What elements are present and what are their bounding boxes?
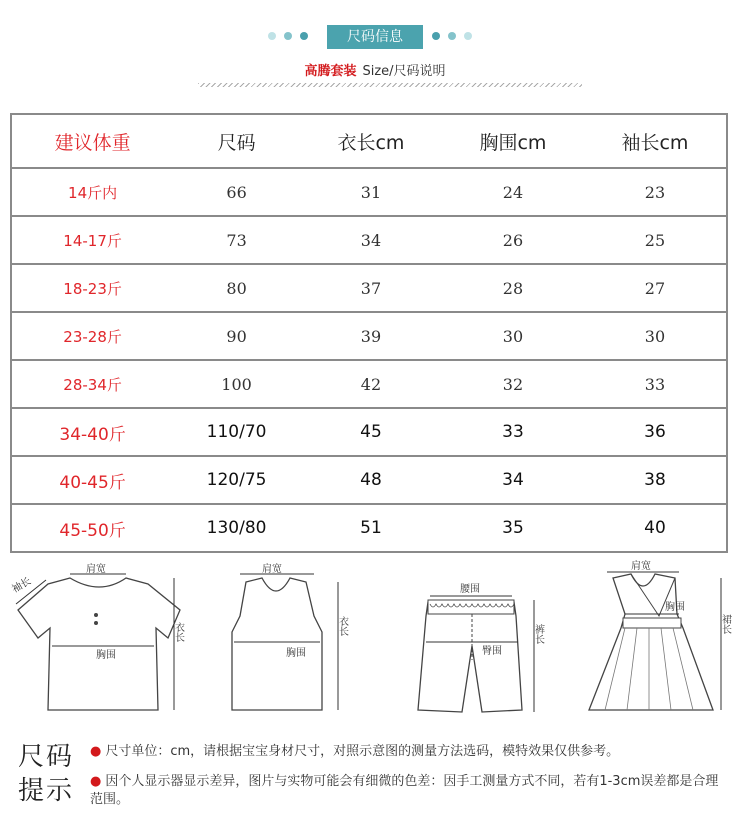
table-header-row (12, 115, 726, 169)
vest-shoulder-label: 肩宽 (262, 564, 282, 575)
tip-note-2-text: 因个人显示器显示差异，图片与实物可能会有细微的色差：因手工测量方式不同，若有1-3cm误差都是合理范围。 (90, 774, 719, 807)
table-row (12, 265, 726, 313)
cell-chest: 26 (442, 217, 584, 265)
shorts-hip-label: 臀围 (482, 646, 502, 657)
cell-length: 51 (360, 518, 382, 538)
cell-chest: 34 (442, 457, 584, 505)
vest-length-label: 衣长 (336, 616, 348, 636)
cell-length: 42 (300, 361, 442, 409)
cell-sleeve: 38 (584, 457, 726, 505)
column-header-weight: 建议体重 (12, 115, 173, 169)
cell-sleeve: 23 (584, 169, 726, 217)
shorts-length-label: 裤长 (532, 624, 544, 644)
cell-length: 34 (300, 217, 442, 265)
tshirt-length-label: 衣长 (172, 622, 184, 642)
subtitle (0, 60, 750, 79)
tip-note-1 (90, 743, 619, 761)
cell-chest: 24 (442, 169, 584, 217)
section-title: 尺码信息 (327, 25, 423, 49)
table-row (12, 409, 726, 457)
bullet-icon: ● (90, 744, 102, 759)
table-row (12, 313, 726, 361)
tip-note-2 (90, 773, 730, 809)
cell-length: 37 (300, 265, 442, 313)
section-header (0, 25, 750, 49)
column-header-size: 尺码 (173, 115, 300, 169)
cell-chest: 28 (442, 265, 584, 313)
table-row (12, 169, 726, 217)
vest-diagram (210, 560, 360, 730)
tips-title-line1: 尺码 (18, 742, 75, 772)
table-row (12, 217, 726, 265)
dress-shoulder-label: 肩宽 (631, 561, 651, 572)
cell-weight: 18-23斤 (12, 265, 173, 313)
cell-chest: 33 (442, 409, 584, 457)
table-row (12, 505, 726, 551)
cell-size: 66 (173, 169, 300, 217)
bullet-icon: ● (90, 774, 102, 789)
tips-title (18, 740, 74, 808)
cell-size: 100 (173, 361, 300, 409)
cell-sleeve: 30 (584, 313, 726, 361)
cell-chest: 32 (442, 361, 584, 409)
tshirt-chest-label: 胸围 (96, 650, 116, 661)
cell-size: 80 (173, 265, 300, 313)
table-row (12, 361, 726, 409)
tshirt-shoulder-label: 肩宽 (86, 564, 106, 575)
cell-sleeve: 40 (644, 518, 666, 538)
cell-weight: 28-34斤 (12, 361, 173, 409)
subtitle-underline-decoration (198, 83, 582, 87)
cell-size: 130/80 (206, 518, 267, 538)
cell-sleeve: 25 (584, 217, 726, 265)
cell-size: 120/75 (173, 457, 300, 505)
cell-length: 48 (300, 457, 442, 505)
size-table (10, 113, 728, 553)
shorts-diagram (400, 560, 560, 730)
cell-size: 90 (173, 313, 300, 361)
right-dots-decoration (432, 32, 472, 40)
cell-chest: 35 (502, 518, 524, 538)
brand-logo-text: 高腾套装 (304, 64, 357, 79)
dress-diagram (585, 560, 745, 730)
cell-weight: 45-50斤 (59, 520, 126, 541)
cell-sleeve: 27 (584, 265, 726, 313)
tshirt-diagram (8, 560, 193, 730)
cell-length: 31 (300, 169, 442, 217)
dress-chest-label: 胸围 (665, 602, 685, 613)
cell-weight: 40-45斤 (12, 457, 173, 505)
cell-sleeve: 33 (584, 361, 726, 409)
tshirt-sleeve-label: 袖长 (10, 575, 34, 596)
cell-weight: 14-17斤 (12, 217, 173, 265)
subtitle-text: Size/尺码说明 (362, 64, 446, 79)
table-row (12, 457, 726, 505)
cell-sleeve: 36 (584, 409, 726, 457)
column-header-length: 衣长cm (300, 115, 442, 169)
tips-title-line2: 提示 (18, 776, 75, 806)
vest-chest-label: 胸围 (286, 648, 306, 659)
column-header-sleeve: 袖长cm (584, 115, 726, 169)
cell-weight: 23-28斤 (12, 313, 173, 361)
cell-weight: 14斤内 (12, 169, 173, 217)
cell-chest: 30 (442, 313, 584, 361)
dress-length-label: 裙长 (719, 614, 731, 634)
left-dots-decoration (268, 32, 308, 40)
column-header-chest: 胸围cm (442, 115, 584, 169)
cell-length: 39 (300, 313, 442, 361)
shorts-waist-label: 腰围 (460, 584, 480, 595)
cell-weight: 34-40斤 (12, 409, 173, 457)
tip-note-1-text: 尺寸单位：cm，请根据宝宝身材尺寸，对照示意图的测量方法选码，模特效果仅供参考。 (105, 744, 620, 759)
cell-length: 45 (300, 409, 442, 457)
cell-size: 73 (173, 217, 300, 265)
cell-size: 110/70 (173, 409, 300, 457)
